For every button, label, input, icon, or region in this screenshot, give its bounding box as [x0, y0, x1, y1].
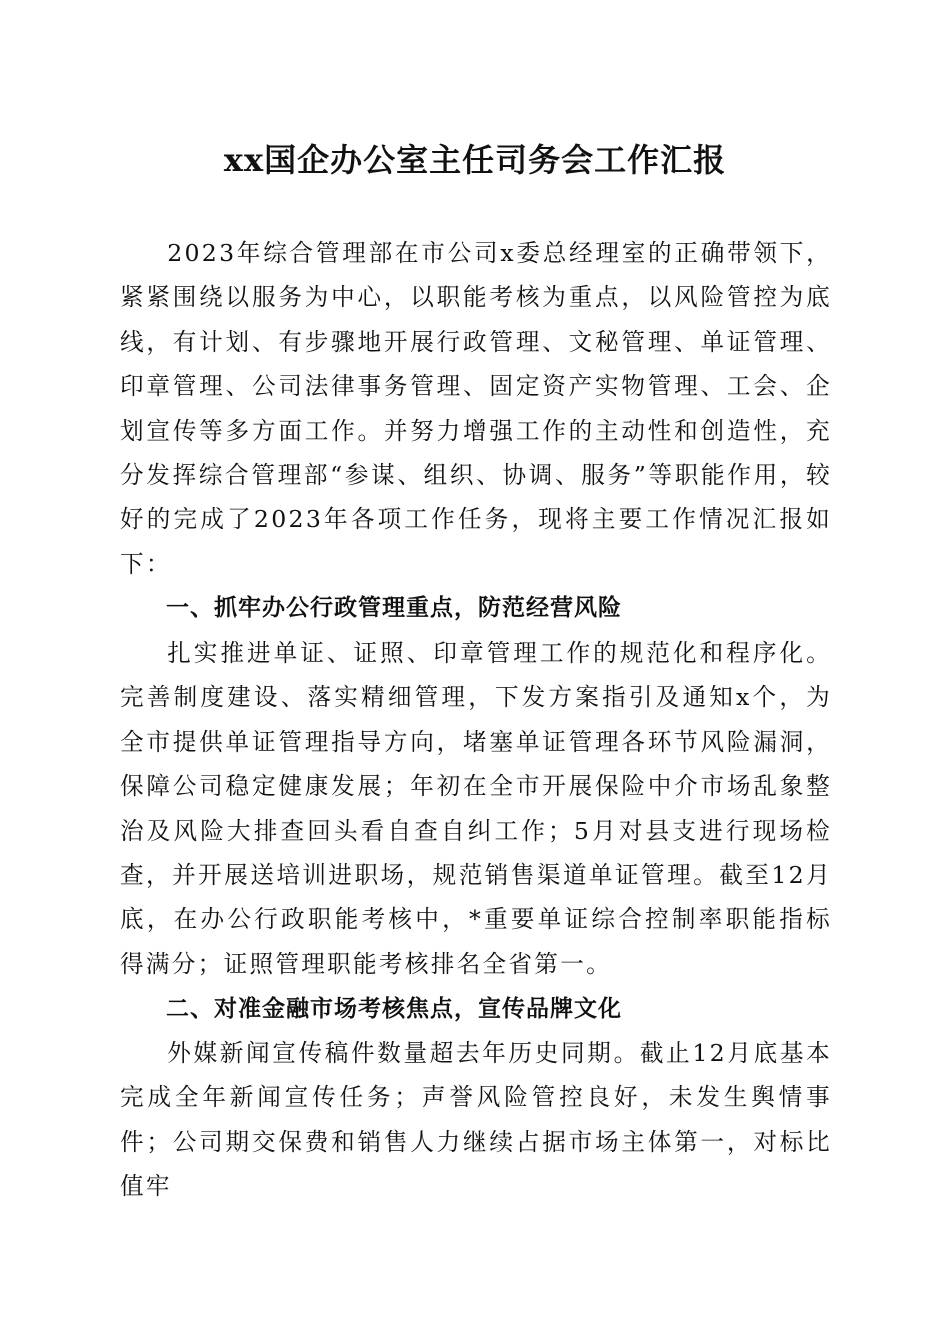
- section-heading-2: 二、对准金融市场考核焦点，宣传品牌文化: [166, 996, 622, 1022]
- section-paragraph-1: 扎实推进单证、证照、印章管理工作的规范化和程序化。完善制度建设、落实精细管理，下发方案指引及通知x个，为全市提供单证管理指导方向，堵塞单证管理各环节风险漏洞，保障公司稳定健康发展；年初在全市开展保险中介市场乱象整治及风险大排查回头看自查自纠工作；5月对县支进行现场检查，并开展送培训进职场，规范销售渠道单证管理。截至12月底，在办公行政职能考核中，*重要单证综合控制率职能指标得满分；证照管理职能考核排名全省第一。: [120, 639, 832, 978]
- section-heading-1: 一、抓牢办公行政管理重点，防范经营风险: [166, 595, 622, 621]
- section-paragraph-2: 外媒新闻宣传稿件数量超去年历史同期。截止12月底基本完成全年新闻宣传任务；声誉风险管控良好，未发生舆情事件；公司期交保费和销售人力继续占据市场主体第一，对标比值牢: [120, 1039, 832, 1201]
- intro-paragraph: 2023年综合管理部在市公司x委总经理室的正确带领下，紧紧围绕以服务为中心，以职能考核为重点，以风险管控为底线，有计划、有步骤地开展行政管理、文秘管理、单证管理、印章管理、公司法律事务管理、固定资产实物管理、工会、企划宣传等多方面工作。并努力增强工作的主动性和创造性，充分发挥综合管理部“参谋、组织、协调、服务”等职能作用，较好的完成了2023年各项工作任务，现将主要工作情况汇报如下：: [120, 239, 832, 578]
- document-title: xx国企办公室主任司务会工作汇报: [223, 141, 727, 179]
